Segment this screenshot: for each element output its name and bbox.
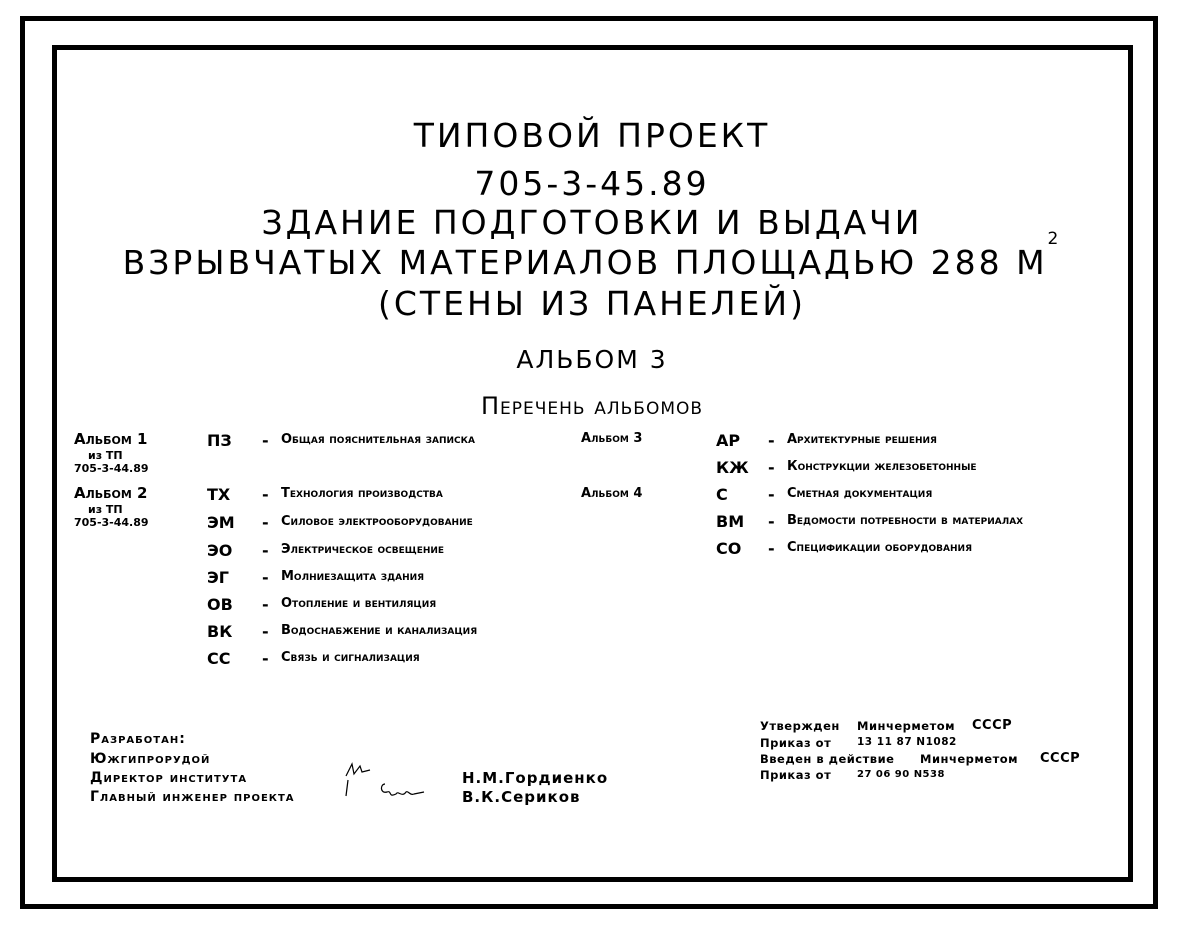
title-line-2: 705-3-45.89 (474, 164, 710, 203)
title-line-3: ЗДАНИЕ ПОДГОТОВКИ И ВЫДАЧИ (261, 203, 923, 242)
item-code: ЭО (207, 541, 233, 560)
item-text: Ведомости потребности в материалах (787, 513, 1024, 528)
album-number: АЛЬБОМ 3 (516, 345, 668, 374)
item-dash: - (768, 512, 775, 531)
left-album-2-sub1: из ТП (88, 503, 123, 516)
item-dash: - (262, 485, 269, 504)
order-1-label: Приказ от (760, 736, 832, 750)
left-album-1-label: Альбом 1 (74, 430, 148, 448)
item-text: Силовое электрооборудование (281, 514, 473, 529)
title-line-4-text: ВЗРЫВЧАТЫХ МАТЕРИАЛОВ ПЛОЩАДЬЮ 288 М (122, 243, 1048, 282)
enacted-country: СССР (1040, 751, 1081, 766)
item-text: Сметная документация (787, 486, 933, 501)
item-code: ПЗ (207, 431, 232, 450)
item-text: Водоснабжение и канализация (281, 623, 478, 638)
right-album-3-label: Альбом 3 (581, 431, 643, 446)
order-2-value: 27 06 90 N538 (857, 769, 945, 780)
item-text: Архитектурные решения (787, 432, 937, 447)
director-label: Директор института (90, 770, 248, 786)
item-code: СС (207, 649, 231, 668)
item-code: ЭГ (207, 568, 229, 587)
order-2-label: Приказ от (760, 768, 832, 782)
item-text: Спецификации оборудования (787, 540, 973, 555)
item-text: Конструкции железобетонные (787, 459, 977, 474)
item-dash: - (262, 513, 269, 532)
item-code: СО (716, 539, 742, 558)
item-text: Отопление и вентиляция (281, 596, 437, 611)
left-album-1-sub2: 705-3-44.89 (74, 462, 149, 475)
enacted-by: Минчерметом (920, 752, 1019, 766)
item-dash: - (768, 458, 775, 477)
item-dash: - (768, 431, 775, 450)
item-code: ТХ (207, 485, 231, 504)
item-dash: - (262, 431, 269, 450)
item-text: Электрическое освещение (281, 542, 445, 557)
title-line-4 (0, 229, 1184, 282)
enacted-label: Введен в действие (760, 752, 895, 766)
item-code: ЭМ (207, 513, 235, 532)
title-line-1: ТИПОВОЙ ПРОЕКТ (413, 116, 771, 155)
right-album-4-label: Альбом 4 (581, 486, 643, 501)
approved-label: Утвержден (760, 719, 840, 733)
item-text: Общая пояснительная записка (281, 432, 475, 447)
signature-image (340, 756, 440, 806)
item-code: ВК (207, 622, 233, 641)
chief-engineer-name: В.К.Сериков (462, 788, 581, 806)
item-code: АР (716, 431, 741, 450)
developer-org: Южгипрорудой (90, 751, 211, 767)
item-dash: - (262, 595, 269, 614)
left-album-2-label: Альбом 2 (74, 484, 148, 502)
item-code: КЖ (716, 458, 749, 477)
item-dash: - (262, 622, 269, 641)
left-album-2-sub2: 705-3-44.89 (74, 516, 149, 529)
order-1-value: 13 11 87 N1082 (857, 736, 957, 748)
item-dash: - (768, 539, 775, 558)
item-code: С (716, 485, 728, 504)
developer-label: Разработан: (90, 731, 186, 747)
chief-engineer-label: Главный инженер проекта (90, 789, 295, 805)
left-album-1-sub1: из ТП (88, 449, 123, 462)
item-dash: - (262, 541, 269, 560)
item-dash: - (262, 649, 269, 668)
director-name: Н.М.Гордиенко (462, 769, 609, 787)
item-text: Технология производства (281, 486, 443, 501)
item-dash: - (768, 485, 775, 504)
item-code: ВМ (716, 512, 745, 531)
approved-country: СССР (972, 718, 1013, 733)
title-superscript: 2 (1047, 229, 1062, 249)
title-line-5: (СТЕНЫ ИЗ ПАНЕЛЕЙ) (378, 284, 806, 323)
item-text: Молниезащита здания (281, 569, 425, 584)
item-dash: - (262, 568, 269, 587)
album-list-title: Перечень альбомов (480, 392, 704, 420)
item-code: ОВ (207, 595, 233, 614)
approved-by: Минчерметом (857, 719, 956, 733)
item-text: Связь и сигнализация (281, 650, 420, 665)
